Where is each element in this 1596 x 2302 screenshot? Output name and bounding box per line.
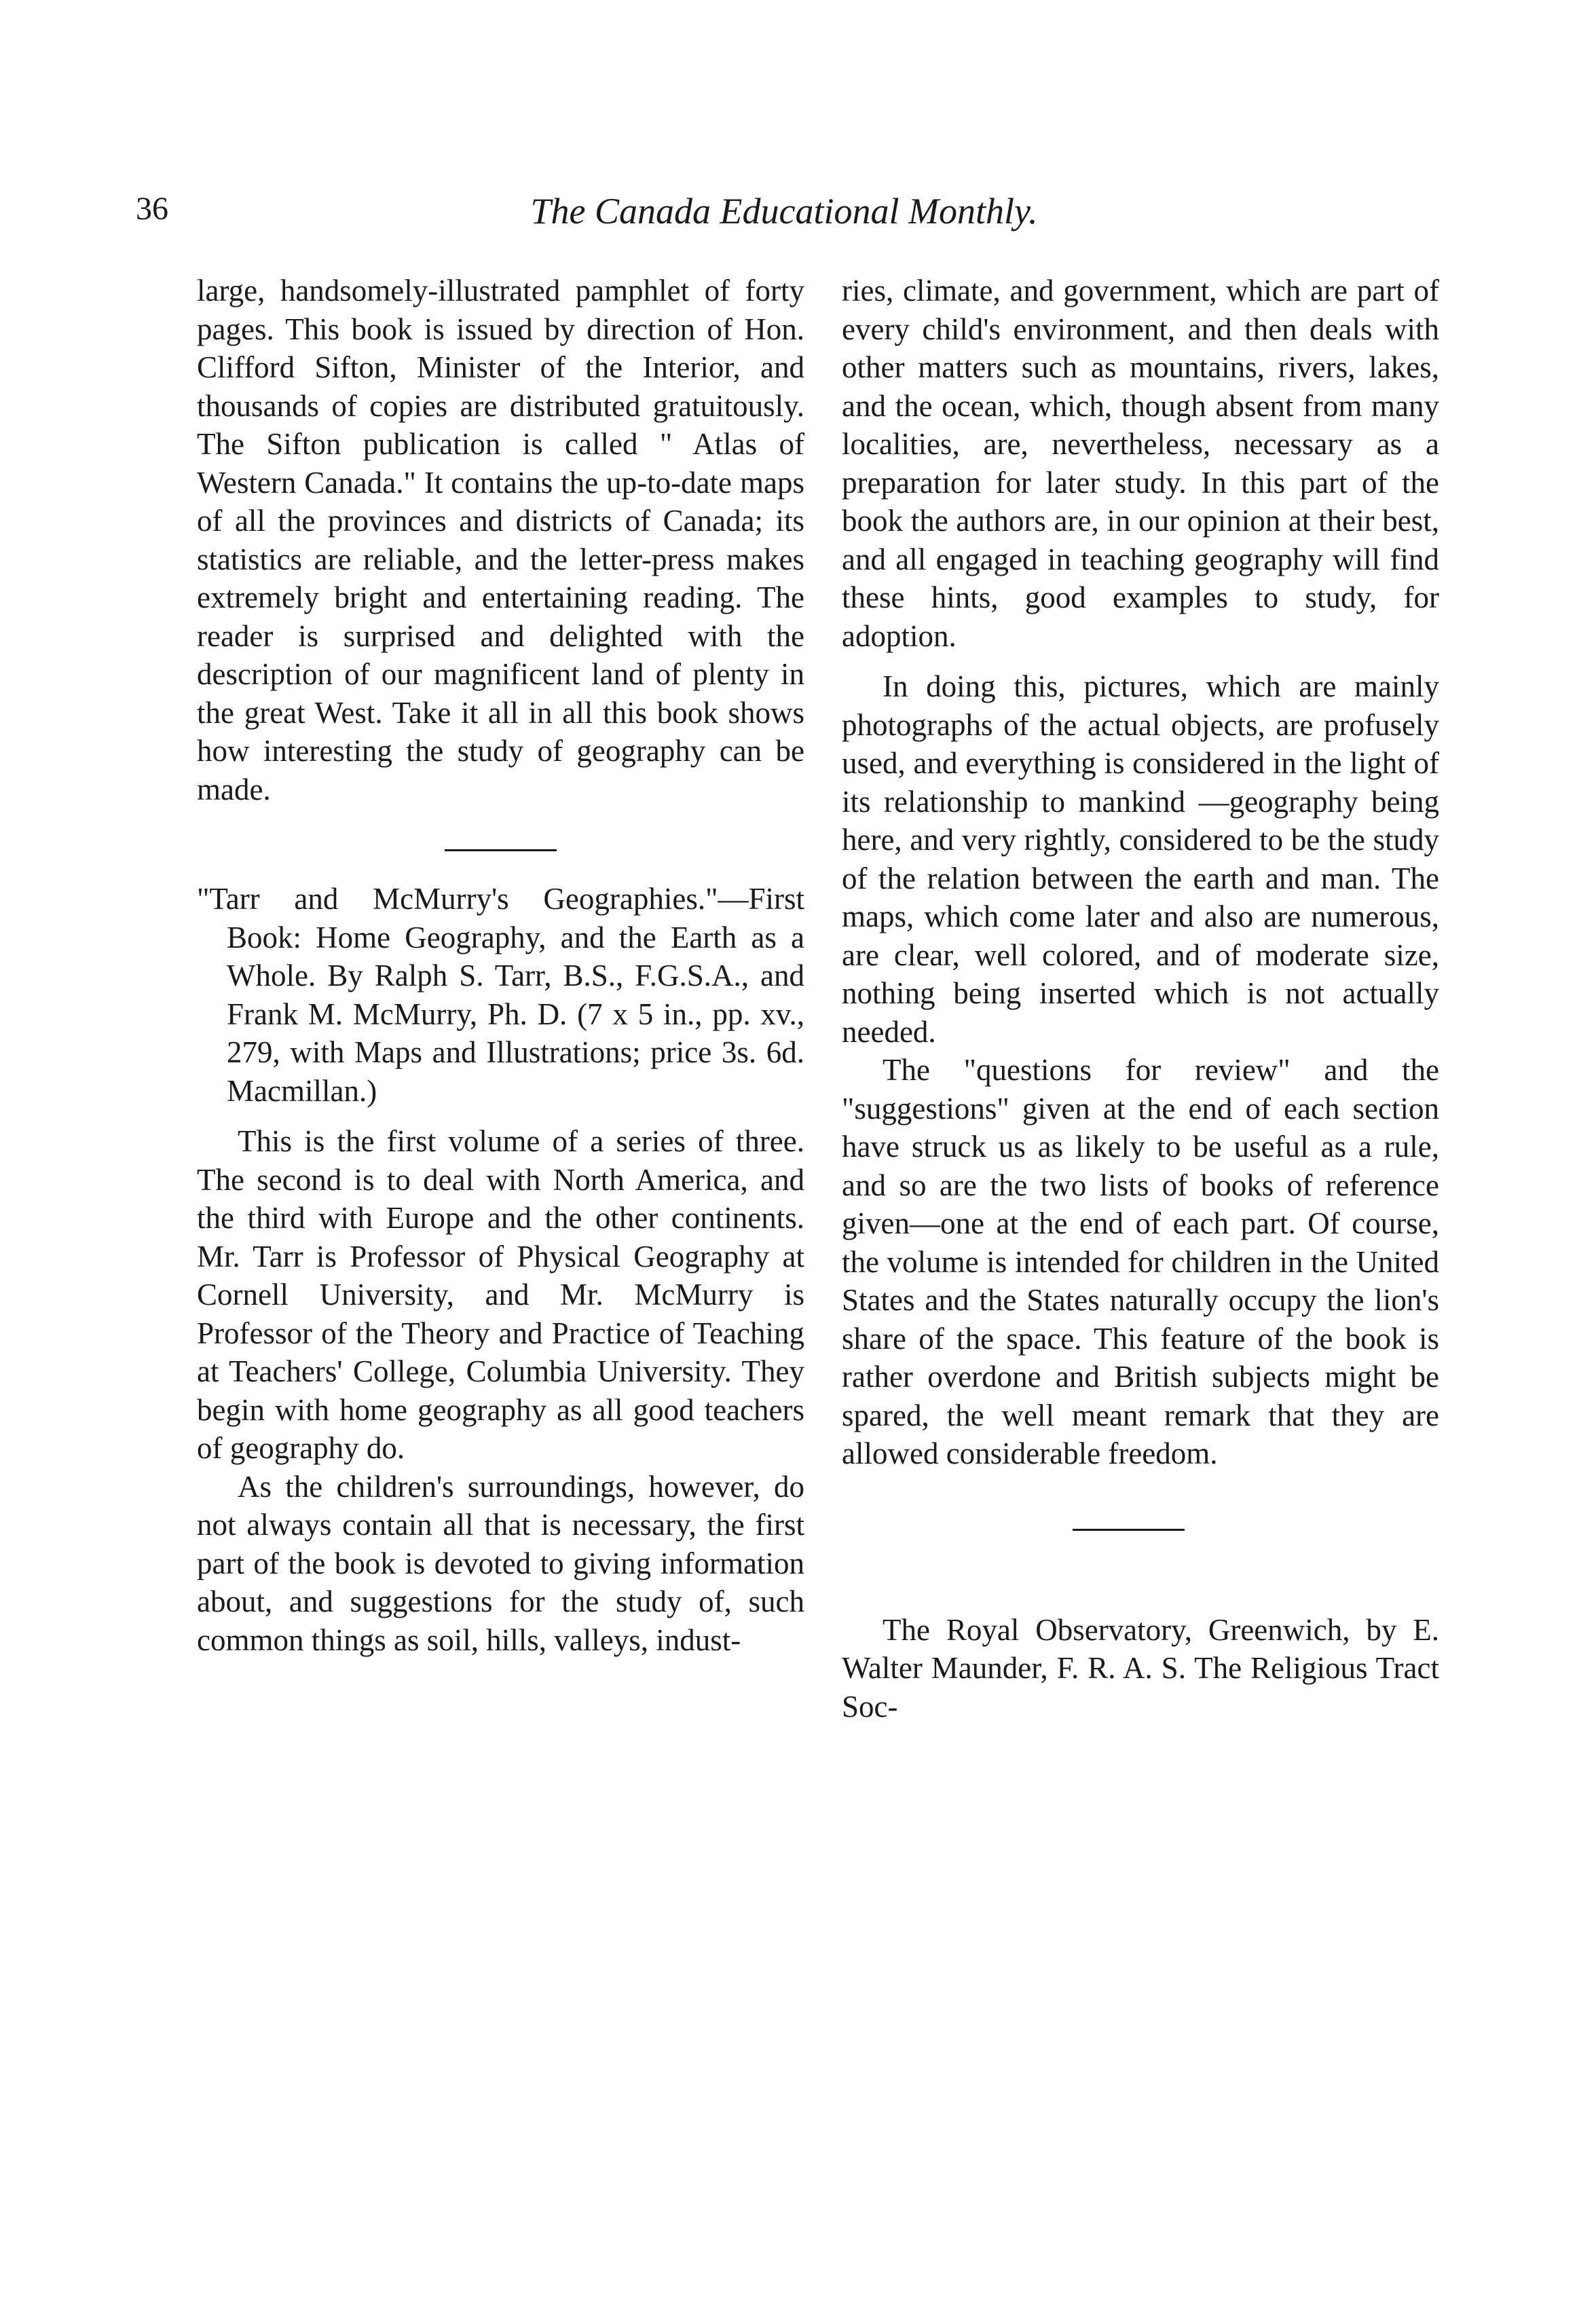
page-number: 36 [136,191,168,227]
paragraph-series-description: This is the first volume of a series of three. The second is to deal with North America, and the third with Europe and the other continents. Mr. Tarr is Professor of Physical Geography at Cornell University, and Mr. McMurry is Professor of the Theory and Practice of Teaching at Teachers' College, Columbia University. They begin with home geography as all good teachers of geography do. [197,1124,804,1465]
paragraph-atlas-review: large, handsomely-illustrated pamphlet of forty pages. This book is issued by direction of Hon. Clifford Sifton, Minister of the Interior, and thousands of copies are distributed gratuitously. The Sifton publication is called " Atlas of Western Canada." It contains the up-to-date maps of all the provinces and districts of Canada; its statistics are reliable, and the letter-press makes extremely bright and entertaining reading. The reader is surprised and delighted with the description of our magnificent land of plenty in the great West. Take it all in all this book shows how interesting the study of geography can be made. [197,274,804,806]
paragraph-children-surroundings: As the children's surroundings, however, do not always contain all that is necessary, the first part of the book is devoted to giving information about, and suggestions for the study of, such common things as soil, hills, valleys, indust- [197,1469,804,1657]
paragraph-environment: ries, climate, and government, which are part of every child's environment, and then deals with other matters such as mountains, rivers, lakes, and the ocean, which, though absent from many localities, are, nevertheless, necessary as a preparation for later study. In this part of the book the authors are, in our opinion at their best, and all engaged in teaching geography will find these hints, good examples to study, for adoption. [842,274,1439,653]
paragraph-questions-review: The "questions for review" and the "suggestions" given at the end of each section have struck us as likely to be useful as a rule, and so are the two lists of books of reference given—one at the end of each part. Of course, the volume is intended for children in the United States and the States naturally occupy the lion's share of the space. This feature of the book is rather overdone and British subjects might be spared, the well meant remark that they are allowed considerable freedom. [842,1053,1439,1470]
running-title: The Canada Educational Monthly. [530,191,1038,231]
paragraph-pictures-maps: In doing this, pictures, which are mainly photographs of the actual objects, are profusely used, and everything is considered in the light of its relationship to mankind —geography being here, and very rightly, considered to be the study of the relation between the earth and man. The maps, which come later and also are numerous, are clear, well colored, and of moderate size, nothing being inserted which is not actually needed. [842,669,1439,1049]
right-column [842,272,1439,1726]
book-citation: "Tarr and McMurry's Geographies."—First Book: Home Geography, and the Earth as a Whole. By Ralph S. Tarr, B.S., F.G.S.A., and Frank M. McMurry, Ph. D. (7 x 5 in., pp. xv., 279, with Maps and Illustrations; price 3s. 6d. Macmillan.) [197,882,804,1108]
paragraph-royal-observatory: The Royal Observatory, Greenwich, by E. Walter Maunder, F. R. A. S. The Religious Tract Soc- [842,1612,1439,1724]
left-column [197,272,804,1659]
section-divider [1073,1529,1185,1531]
section-divider [445,849,557,851]
